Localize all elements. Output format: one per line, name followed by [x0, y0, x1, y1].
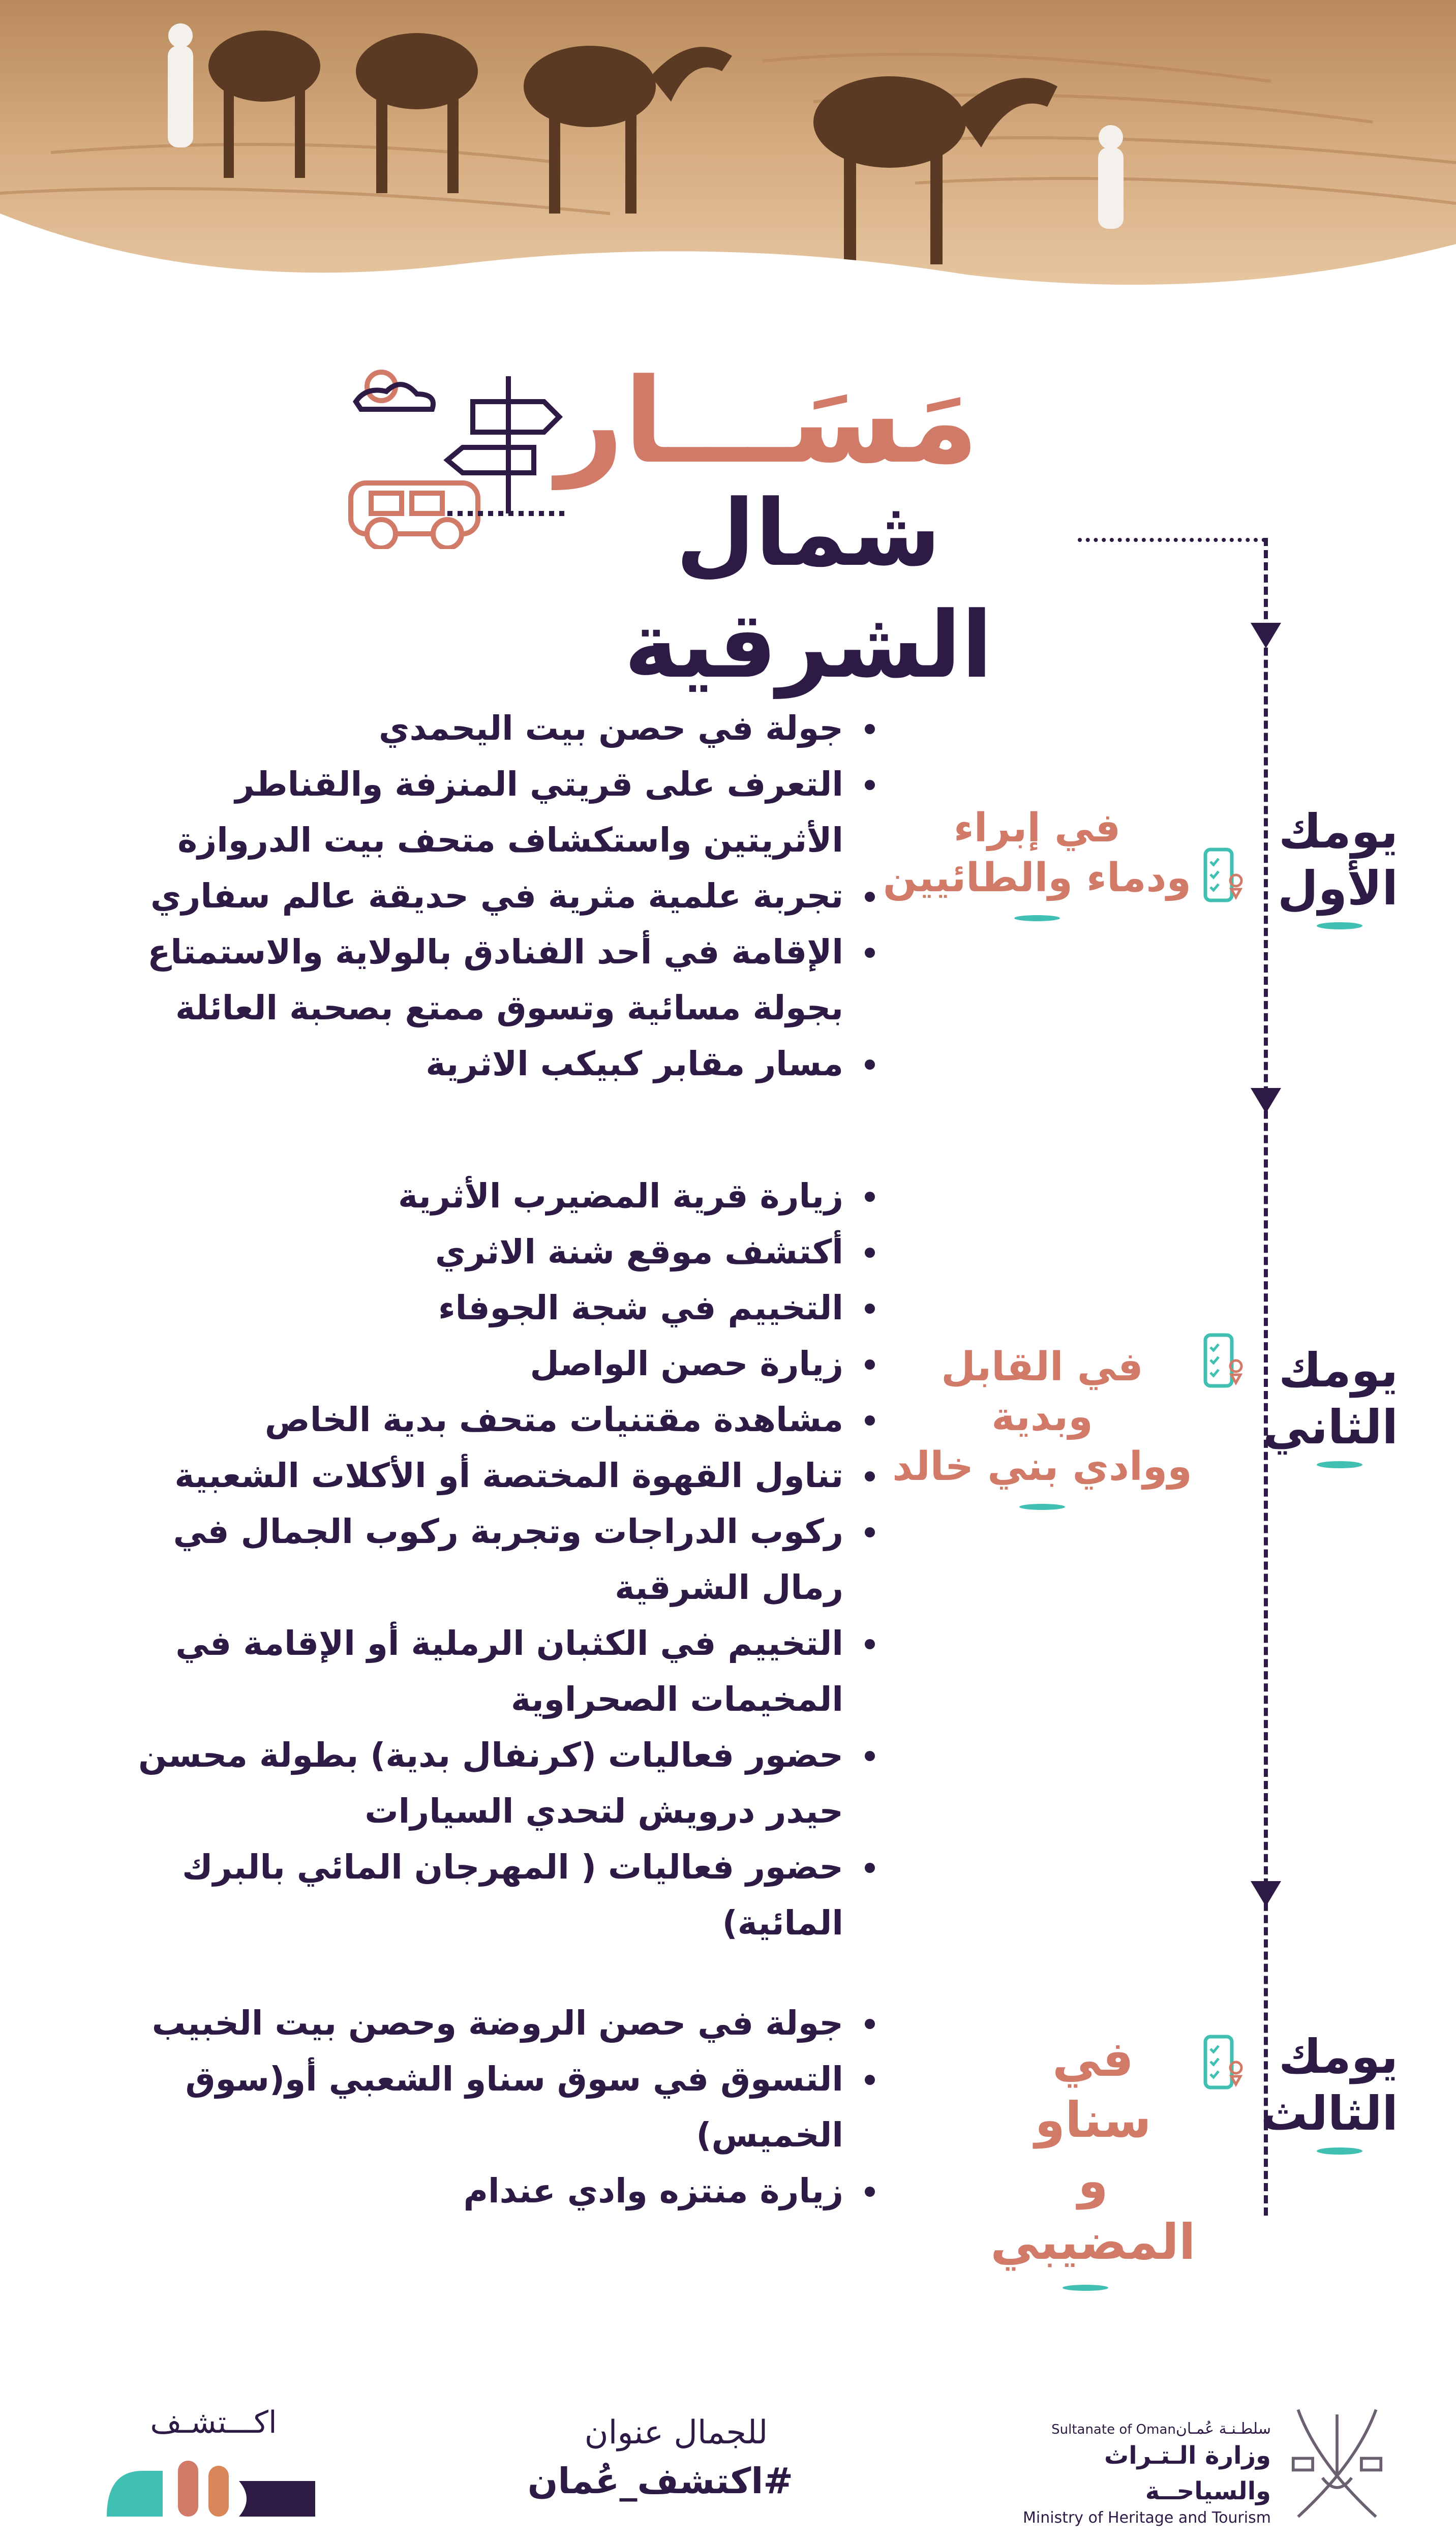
underline-decoration [1014, 915, 1060, 921]
underline-decoration [1063, 2285, 1108, 2291]
activity-item: التخييم في شجة الجوفاء [137, 1280, 879, 1336]
day-1-activities [137, 701, 879, 1092]
location-line: في إبراء [953, 805, 1121, 851]
activity-item: مسار مقابر كبيكب الاثرية [137, 1036, 879, 1092]
day-label-line: الأول [1277, 861, 1398, 916]
activity-item: جولة في حصن الروضة وحصن بيت الخبيب [137, 1995, 879, 2051]
activity-item: التعرف على قريتي المنزفة والقناطر الأثريتين واستكشاف متحف بيت الدروازة [137, 756, 879, 868]
location-line: ووادي بني خالد [892, 1444, 1192, 1490]
activity-item: زيارة حصن الواصل [137, 1336, 879, 1392]
day-label-line: الثاني [1263, 1400, 1398, 1455]
location-line: و المضيبي [990, 2153, 1196, 2271]
checklist-location-icon [1202, 846, 1243, 907]
hashtag[interactable]: #اكتشف_عُمان [527, 2460, 793, 2502]
activity-item: تجربة علمية مثرية في حديقة عالم سفاري [137, 868, 879, 924]
oman-emblem-icon [1286, 2405, 1388, 2522]
day-2-location [885, 1342, 1200, 1510]
activity-item: زيارة منتزه وادي عندام [137, 2163, 879, 2219]
location-line: في القابل وبدية [941, 1344, 1143, 1440]
checklist-location-icon [1202, 1332, 1243, 1393]
activity-item: تناول القهوة المختصة أو الأكلات الشعبية [137, 1448, 879, 1504]
day-3-activities [137, 1995, 879, 2219]
activity-item: مشاهدة مقتنيات متحف بدية الخاص [137, 1392, 879, 1448]
timeline-arrow-icon [1251, 1881, 1281, 1906]
activity-item: الإقامة في أحد الفنادق بالولاية والاستمتاع بجولة مسائية وتسوق ممتع بصحبة العائلة [137, 924, 879, 1036]
sultanate-ar: سلطـنـة عُمـان [1175, 2420, 1271, 2438]
checklist-location-icon [1202, 2034, 1243, 2095]
underline-decoration [1317, 1461, 1362, 1468]
activity-item: ركوب الدراجات وتجربة ركوب الجمال في رمال الشرقية [137, 1504, 879, 1616]
timeline-arrow-icon [1251, 1088, 1281, 1113]
location-line: في سناو [1035, 2031, 1151, 2148]
underline-decoration [1317, 922, 1362, 929]
explore-oman-logo [102, 2405, 325, 2524]
timeline-connector [1078, 538, 1266, 542]
location-line: ودماء والطائيين [883, 855, 1192, 901]
ministry-ar: وزارة الـتـراث والسياحــة [1104, 2441, 1271, 2505]
day-1-label [1277, 803, 1398, 929]
activity-item: زيارة قرية المضيرب الأثرية [137, 1168, 879, 1224]
tagline: للجمال عنوان [584, 2414, 768, 2452]
day-label-line: يومك [1279, 804, 1398, 859]
activity-item: حضور فعاليات ( المهرجان المائي بالبرك المائية) [137, 1839, 879, 1951]
oman-logo-mark-icon [102, 2440, 325, 2522]
day-label-line: الثالث [1260, 2086, 1398, 2141]
title-masar: مَسَـــار [556, 354, 979, 490]
timeline-line [1264, 538, 1268, 2216]
activity-item: أكتشف موقع شنة الاثري [137, 1224, 879, 1280]
logo-text-top: اكـــتشـف [150, 2405, 277, 2440]
day-2-activities [137, 1168, 879, 1951]
desert-camel-caravan-image [0, 0, 1456, 305]
ministry-en: Ministry of Heritage and Tourism [1023, 2509, 1271, 2527]
day-2-label [1263, 1342, 1398, 1468]
activity-item: حضور فعاليات (كرنفال بدية) بطولة محسن حيدر درويش لتحدي السيارات [137, 1728, 879, 1839]
day-1-location [879, 803, 1195, 921]
day-3-label [1260, 2029, 1398, 2155]
activity-item: التخييم في الكثبان الرملية أو الإقامة في المخيمات الصحراوية [137, 1616, 879, 1728]
title-region: شمال الشرقية [624, 480, 993, 699]
sultanate-en: Sultanate of Oman [1051, 2422, 1176, 2437]
underline-decoration [1019, 1504, 1065, 1510]
ministry-logo-text [996, 2420, 1271, 2527]
activity-item: جولة في حصن بيت اليحمدي [137, 701, 879, 756]
hashtag-block [527, 2410, 793, 2506]
activity-item: التسوق في سوق سناو الشعبي أو(سوق الخميس) [137, 2051, 879, 2163]
timeline-arrow-icon [1251, 623, 1281, 648]
day-3-location [885, 2029, 1200, 2291]
day-label-line: يومك [1279, 1343, 1398, 1398]
underline-decoration [1317, 2147, 1362, 2155]
day-label-line: يومك [1279, 2030, 1398, 2084]
